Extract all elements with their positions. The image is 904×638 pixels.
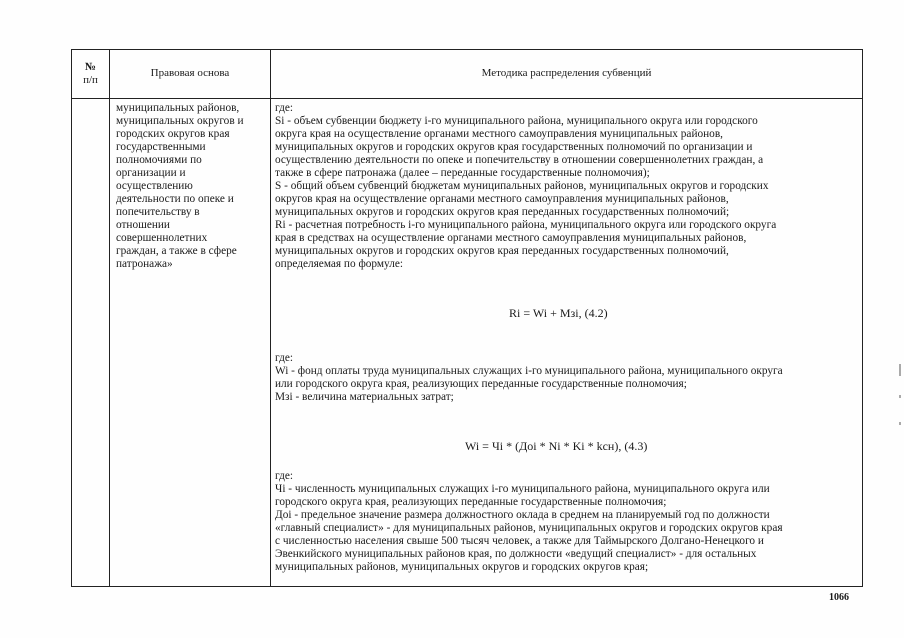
text-line: городских округов края (116, 128, 230, 140)
text-line: где: (275, 470, 293, 482)
text-line: муниципальных районов, муниципальных округов и городских округов края; (275, 561, 649, 573)
header-bottom-border (71, 98, 863, 99)
column-divider-2 (270, 49, 271, 587)
page-number: 1066 (829, 592, 849, 603)
methodology-definitions-1 (275, 102, 776, 271)
text-line: Wi - фонд оплаты труда муниципальных служащих i-го муниципального района, муниципального округа (275, 365, 783, 377)
text-line: также в сфере патронажа (далее – переданные государственные полномочия); (275, 167, 650, 179)
text-line: муниципальных районов, (116, 102, 240, 114)
distribution-table (71, 49, 863, 587)
table-bottom-border (71, 586, 863, 587)
formula-4-2: Ri = Wi + Mзi, (4.2) (509, 306, 608, 320)
text-line: округов края на осуществление органами местного самоуправления муниципальных районов, (275, 193, 729, 205)
text-line: Доi - предельное значение размера должностного оклада в среднем на планируемый год по должности (275, 509, 770, 521)
text-line: или городского округа края, реализующих переданные государственные полномочия; (275, 378, 687, 390)
methodology-definitions-2 (275, 352, 783, 404)
header-number-abbrev: п/п (83, 74, 98, 86)
text-line: округа края на осуществление органами местного самоуправления муниципальных районов, (275, 128, 723, 140)
text-line: с численностью населения свыше 500 тысяч человек, а также для Таймырского Долгано-Ненецкого и (275, 535, 764, 547)
table-left-border (71, 49, 72, 587)
header-methodology: Методика распределения субвенций (481, 67, 652, 79)
text-line: осуществлению деятельности по опеке и попечительству в отношении совершеннолетних граждан, а (275, 154, 764, 166)
methodology-definitions-3 (275, 470, 783, 574)
formula-4-3: Wi = Чi * (Дoi * Ni * Ki * kсн), (4.3) (465, 439, 648, 453)
table-top-border (71, 49, 863, 50)
text-line: муниципальных округов и (116, 115, 244, 127)
text-line: Чi - численность муниципальных служащих i-го муниципального района, муниципального округа или (275, 483, 770, 495)
header-number (72, 61, 109, 87)
column-divider-1 (109, 49, 110, 587)
text-line: Ri - расчетная потребность i-го муниципального района, муниципального округа или городского округа (275, 219, 777, 231)
legal-basis-cell (116, 102, 244, 271)
text-line: деятельности по опеке и (116, 193, 234, 205)
text-line: полномочиями по (116, 154, 202, 166)
text-line: попечительству в (116, 206, 200, 218)
text-line: S - общий объем субвенций бюджетам муниципальных районов, муниципальных округов и городских (275, 180, 769, 192)
text-line: патронажа» (116, 258, 173, 270)
text-line: муниципальных округов и городских округов края переданных государственных полномочий; (275, 206, 730, 218)
text-line: государственными (116, 141, 206, 153)
scan-mark (899, 422, 901, 425)
text-line: определяемая по формуле: (275, 258, 403, 270)
text-line: где: (275, 352, 293, 364)
text-line: совершеннолетних (116, 232, 208, 244)
header-number-symbol: № (84, 61, 97, 73)
scan-mark (899, 364, 901, 376)
text-line: отношении (116, 219, 170, 231)
text-line: муниципальных округов и городских округов края государственных полномочий по организации и (275, 141, 753, 153)
text-line: «главный специалист» - для муниципальных районов, муниципальных округов и городских округов края (275, 522, 783, 534)
text-line: где: (275, 102, 293, 114)
text-line: муниципальных округов и городских округов края переданных государственных полномочий, (275, 245, 729, 257)
text-line: граждан, а также в сфере (116, 245, 237, 257)
text-line: городского округа края, реализующих переданные государственные полномочия; (275, 496, 667, 508)
text-line: Эвенкийского муниципальных районов края, по должности «ведущий специалист» - для остальных (275, 548, 757, 560)
scan-mark (899, 395, 901, 398)
table-right-border (862, 49, 863, 587)
text-line: организации и (116, 167, 186, 179)
text-line: осуществлению (116, 180, 193, 192)
header-legal-basis: Правовая основа (150, 67, 230, 79)
text-line: Si - объем субвенции бюджету i-го муниципального района, муниципального округа или городского (275, 115, 758, 127)
text-line: края в средствах на осуществление органами местного самоуправления муниципальных районов, (275, 232, 747, 244)
text-line: Mзi - величина материальных затрат; (275, 391, 454, 403)
